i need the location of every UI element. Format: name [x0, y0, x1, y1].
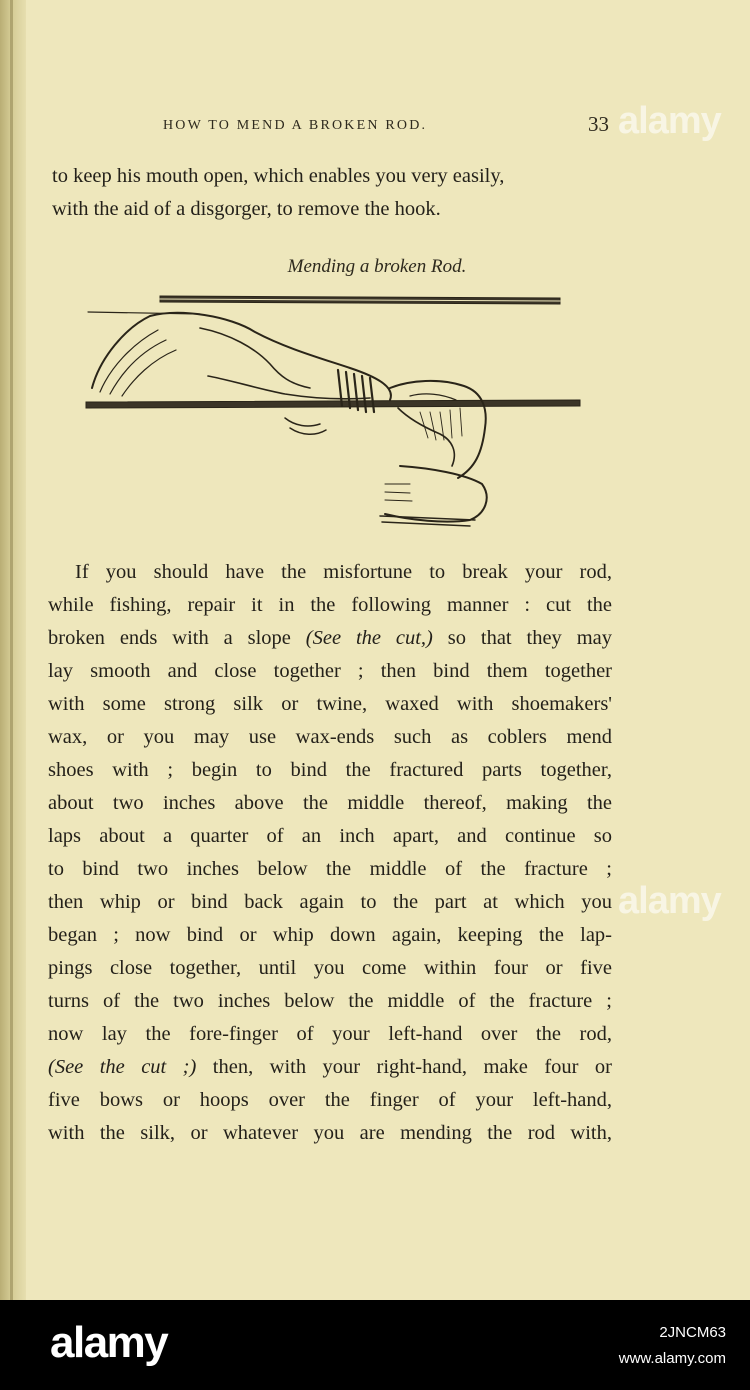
text-line: laps about a quarter of an inch apart, and continue so	[48, 825, 612, 847]
main-paragraph	[48, 556, 612, 1150]
text-line: lay smooth and close together ; then bind them together	[48, 660, 612, 682]
text-line: shoes with ; begin to bind the fractured parts together,	[48, 759, 612, 781]
hand-binding-rod-icon	[80, 288, 590, 530]
see-the-cut-note: (See the cut ;)	[48, 1056, 197, 1078]
text-line: about two inches above the middle thereof, making the	[48, 792, 612, 814]
image-id: 2JNCM63	[659, 1324, 726, 1341]
see-the-cut-note: (See the cut,)	[305, 627, 433, 649]
book-spine	[0, 0, 26, 1300]
text-line: pings close together, until you come within four or five	[48, 957, 612, 979]
site-url: www.alamy.com	[618, 1350, 726, 1367]
text-line: began ; now bind or whip down again, keeping the lap-	[48, 924, 612, 946]
intro-paragraph	[52, 160, 622, 226]
watermark: alamy	[618, 880, 721, 922]
text-line: five bows or hoops over the finger of your left-hand,	[48, 1089, 612, 1111]
text-fragment: broken ends with a slope	[48, 627, 291, 649]
intro-line: with the aid of a disgorger, to remove the hook.	[52, 198, 441, 220]
watermark: alamy	[618, 100, 721, 142]
text-line: with some strong silk or twine, waxed with shoemakers'	[48, 693, 612, 715]
running-title: HOW TO MEND A BROKEN ROD.	[163, 118, 428, 133]
text-line: then whip or bind back again to the part at which you	[48, 891, 612, 913]
text-line	[48, 1051, 612, 1084]
text-fragment: so that they may	[447, 627, 612, 649]
text-line: turns of the two inches below the middle of the fracture ;	[48, 990, 612, 1012]
text-line: to bind two inches below the middle of the fracture ;	[48, 858, 612, 880]
page-number: 33	[588, 112, 609, 136]
text-line: If you should have the misfortune to break your rod,	[75, 561, 612, 583]
figure-caption: Mending a broken Rod.	[287, 256, 467, 277]
brand-logo: alamy	[50, 1318, 168, 1367]
intro-line: to keep his mouth open, which enables you very easily,	[52, 165, 505, 187]
text-line: with the silk, or whatever you are mending the rod with,	[48, 1122, 612, 1144]
text-line	[48, 622, 612, 655]
stock-footer	[0, 1300, 750, 1390]
text-line: now lay the fore-finger of your left-hand over the rod,	[48, 1023, 612, 1045]
text-fragment: then, with your right-hand, make four or	[212, 1056, 612, 1078]
text-line: while fishing, repair it in the following manner : cut the	[48, 594, 612, 616]
spine-shadow	[10, 0, 13, 1300]
text-line: wax, or you may use wax-ends such as coblers mend	[48, 726, 612, 748]
